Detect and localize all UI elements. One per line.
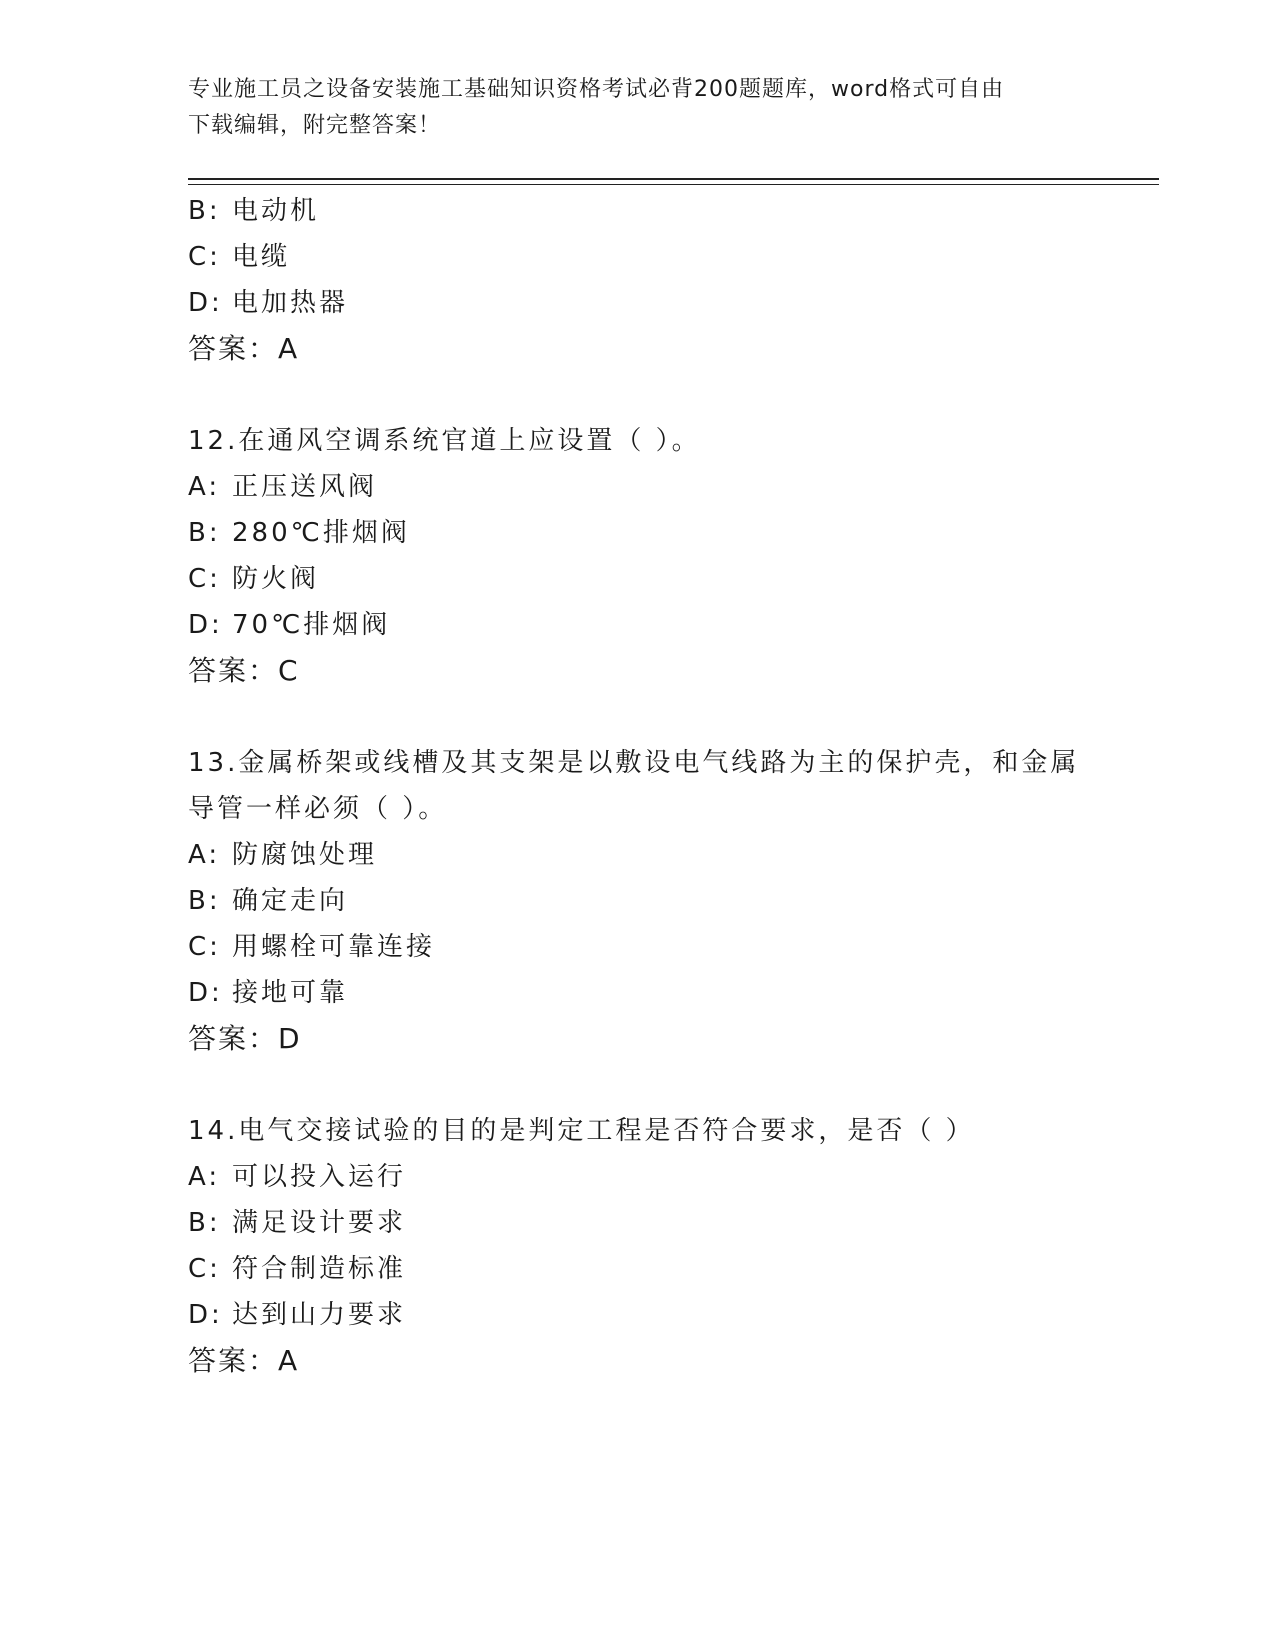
option-letter: A: [188, 840, 221, 870]
option-text: 满足设计要求 [232, 1208, 407, 1238]
option-b [188, 510, 1148, 556]
carryover-question-block [188, 188, 1148, 372]
option-letter: C: [188, 242, 221, 272]
answer-line: 答案：A [188, 332, 300, 365]
option-text: 正压送风阀 [232, 472, 378, 502]
option-c [188, 234, 1148, 280]
option-letter: D: [188, 288, 223, 318]
spacer [188, 372, 1148, 418]
spacer [188, 1062, 1148, 1108]
question-block-12 [188, 418, 1148, 694]
option-letter: B: [188, 196, 221, 226]
option-d [188, 970, 1148, 1016]
question-block-14 [188, 1108, 1148, 1384]
option-d [188, 280, 1148, 326]
option-text: 电缆 [232, 242, 291, 272]
header-divider-thick [188, 178, 1159, 180]
option-d [188, 1292, 1148, 1338]
question-block-13 [188, 740, 1148, 1062]
answer-line: 答案：D [188, 1022, 302, 1055]
option-text: 符合制造标准 [232, 1254, 407, 1284]
option-text: 防腐蚀处理 [232, 840, 378, 870]
option-b [188, 878, 1148, 924]
option-c [188, 1246, 1148, 1292]
question-stem-continued: 导管一样必须（ ）。 [188, 794, 448, 824]
option-letter: B: [188, 886, 221, 916]
option-d [188, 602, 1148, 648]
option-text: 可以投入运行 [232, 1162, 407, 1192]
option-letter: D: [188, 610, 223, 640]
option-a [188, 1154, 1148, 1200]
spacer [188, 694, 1148, 740]
option-c [188, 556, 1148, 602]
option-a [188, 832, 1148, 878]
option-letter: D: [188, 1300, 223, 1330]
option-a [188, 464, 1148, 510]
header-title-line: 专业施工员之设备安装施工基础知识资格考试必背200题题库，word格式可自由 [188, 77, 1005, 102]
option-text: 防火阀 [232, 564, 320, 594]
question-stem: 14.电气交接试验的目的是判定工程是否符合要求，是否（ ） [188, 1116, 975, 1146]
option-letter: A: [188, 1162, 221, 1192]
question-stem: 12.在通风空调系统官道上应设置（ ）。 [188, 426, 701, 456]
header-subtitle-line: 下载编辑，附完整答案！ [188, 113, 442, 138]
option-text: 70℃排烟阀 [232, 610, 391, 640]
option-text: 接地可靠 [232, 978, 349, 1008]
option-b [188, 1200, 1148, 1246]
option-text: 用螺栓可靠连接 [232, 932, 436, 962]
option-text: 电动机 [232, 196, 320, 226]
option-text: 电加热器 [232, 288, 349, 318]
option-b [188, 188, 1148, 234]
option-letter: B: [188, 518, 221, 548]
option-letter: C: [188, 932, 221, 962]
answer-line: 答案：C [188, 654, 300, 687]
option-letter: C: [188, 564, 221, 594]
option-letter: A: [188, 472, 221, 502]
header-divider-thin [188, 184, 1159, 185]
answer-line: 答案：A [188, 1344, 300, 1377]
option-text: 确定走向 [232, 886, 349, 916]
option-letter: C: [188, 1254, 221, 1284]
option-text: 达到山力要求 [232, 1300, 407, 1330]
question-content [188, 188, 1148, 1384]
option-c [188, 924, 1148, 970]
option-letter: B: [188, 1208, 221, 1238]
option-text: 280℃排烟阀 [232, 518, 410, 548]
document-header [188, 72, 1088, 144]
question-stem: 13.金属桥架或线槽及其支架是以敷设电气线路为主的保护壳，和金属 [188, 748, 1080, 778]
option-letter: D: [188, 978, 223, 1008]
